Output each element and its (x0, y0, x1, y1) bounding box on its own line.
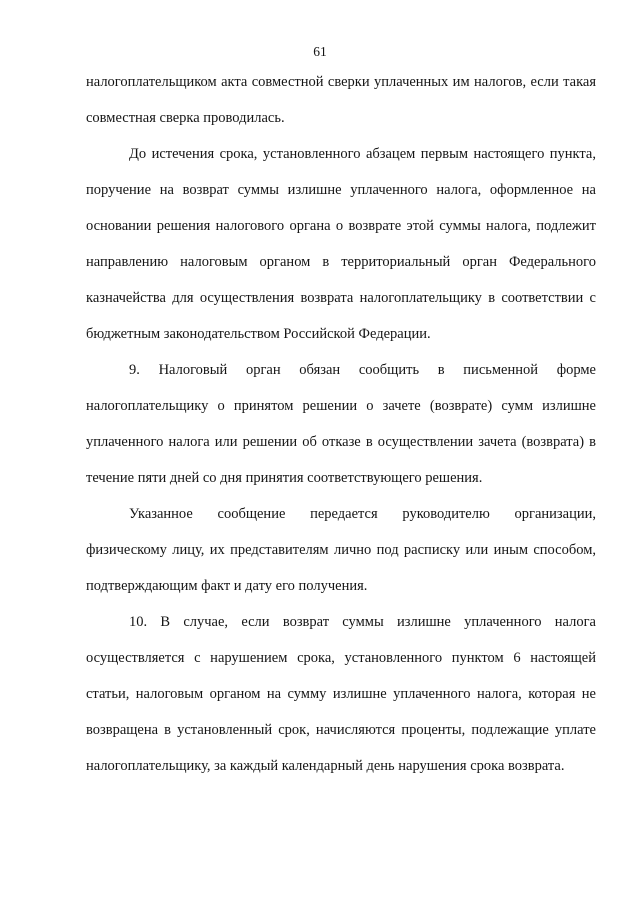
paragraph-item-10: 10. В случае, если возврат суммы излишне уплаченного налога осуществляется с нарушением срока, установленного пунктом 6 настоящей статьи, налоговым органом на сумму излишне уплаченного налога, которая не возвращена в установленный срок, начисляются проценты, подлежащие уплате налогоплательщику, за каждый календарный день нарушения срока возврата. (86, 614, 596, 774)
paragraph-item-9: 9. Налоговый орган обязан сообщить в письменной форме налогоплательщику о принятом решении о зачете (возврате) сумм излишне уплаченного налога или решении об отказе в осуществлении зачета (возврата) в течение пяти дней со дня принятия соответствующего решения. (86, 362, 596, 486)
page-number: 61 (313, 44, 327, 59)
paragraph-refund-order: До истечения срока, установленного абзацем первым настоящего пункта, поручение на возврат суммы излишне уплаченного налога, оформленное на основании решения налогового органа о возврате этой суммы налога, подлежит направлению налоговым органом в территориальный орган Федерального казначейства для осуществления возврата налогоплательщику в соответствии с бюджетным законодательством Российской Федерации. (86, 146, 596, 342)
document-body (86, 64, 596, 784)
paragraph-continuation: налогоплательщиком акта совместной сверки уплаченных им налогов, если такая совместная сверка проводилась. (86, 74, 596, 126)
paragraph-notification-delivery: Указанное сообщение передается руководителю организации, физическому лицу, их представителям лично под расписку или иным способом, подтверждающим факт и дату его получения. (86, 506, 596, 594)
